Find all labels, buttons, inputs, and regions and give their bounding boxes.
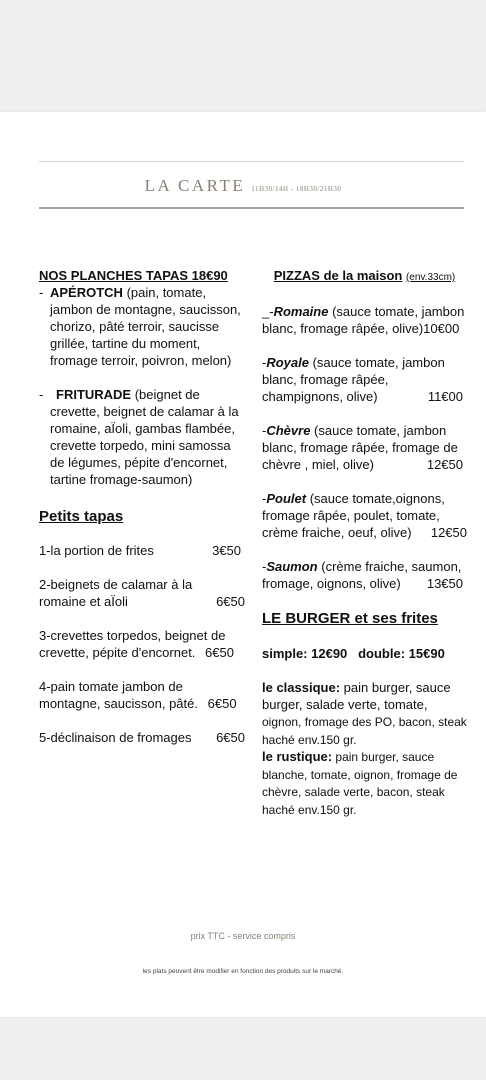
market-note: les plats peuvent être modifier en fonction des produits sur le marché. xyxy=(142,968,344,975)
burger-item: le classique: pain burger, sauce burger, salade verte, tomate, oignon, fromage des PO, bacon, steak haché env.150 gr. xyxy=(262,680,467,747)
petit-tapa-item: 5-déclinaison de fromages 6€50 xyxy=(39,730,245,745)
burger-name: le classique: xyxy=(262,680,341,695)
planche-desc: (beignet de crevette, beignet de calamar à la romaine, aÏoli, gambas flambée, crevette torpedo, mini samossa de légumes, pépite d'encornet, tartine fromage-saumon) xyxy=(50,387,239,487)
petit-tapa-item: 3-crevettes torpedos, beignet de crevette, pépite d'encornet. 6€50 xyxy=(39,628,234,660)
item-price: 12€50 xyxy=(430,525,467,540)
item-price: 3€50 xyxy=(212,543,241,558)
petit-tapa-item: 1-la portion de frites 3€50 xyxy=(39,543,241,558)
petit-tapa-item: 4-pain tomate jambon de montagne, saucisson, pâté. 6€50 xyxy=(39,679,237,711)
price-note: prix TTC - service compris xyxy=(190,931,296,941)
item-price: 13€50 xyxy=(426,576,463,591)
item-price: 6€50 xyxy=(216,594,245,609)
right-column xyxy=(262,267,467,818)
item-price: 6€50 xyxy=(207,696,237,711)
pizza-item: -Saumon (crème fraiche, saumon, fromage, oignons, olive) 13€50 xyxy=(262,559,463,591)
pizza-item: -Poulet (sauce tomate,oignons, fromage râpée, poulet, tomate, crème fraiche, oeuf, olive) 12€50 xyxy=(262,491,467,540)
burger-title: LE BURGER et ses frites xyxy=(262,610,438,627)
opening-hours: 11H30/14H - 18H30/21H30 xyxy=(251,185,342,193)
pizza-name: Royale xyxy=(266,355,309,370)
pizzas-title: PIZZAS de la maison xyxy=(273,268,403,283)
burger-item: le rustique: pain burger, sauce blanche, tomate, oignon, fromage de chèvre, salade verte, bacon, steak haché env.150 gr. xyxy=(262,749,458,817)
burger-prices: simple: 12€90 double: 15€90 xyxy=(262,646,445,661)
pizza-item: -Royale (sauce tomate, jambon blanc, fromage râpée, champignons, olive) 11€00 xyxy=(262,355,463,404)
petit-tapa-item: 2-beignets de calamar à la romaine et aÏoli 6€50 xyxy=(39,577,245,609)
pizza-name: Romaine xyxy=(273,304,329,319)
burger-name: le rustique: xyxy=(262,749,333,764)
header-divider-top xyxy=(39,161,464,162)
pizza-name: Chèvre xyxy=(266,423,311,438)
left-column xyxy=(39,267,245,746)
item-price: 12€50 xyxy=(426,457,463,472)
item-price: 10€00 xyxy=(423,321,460,336)
planche-desc: (pain, tomate, jambon de montagne, saucisson, chorizo, pâté terroir, saucisse grillée, tartine du moment, fromage terroir, poivron, melon) xyxy=(50,285,241,368)
petits-tapas-title: Petits tapas xyxy=(39,508,124,525)
pizza-item: _-Romaine (sauce tomate, jambon blanc, fromage râpée, olive)10€00 xyxy=(262,304,465,336)
pizza-name: Saumon xyxy=(266,559,318,574)
item-price: 6€50 xyxy=(205,645,234,660)
item-price: 6€50 xyxy=(216,730,245,745)
planche-item: - APÉROTCH (pain, tomate, jambon de montagne, saucisson, chorizo, pâté terroir, saucisse grillée, tartine du moment, fromage terroir, poivron, melon) xyxy=(39,285,241,368)
planche-name: APÉROTCH xyxy=(50,285,123,300)
menu-title: LA CARTE xyxy=(144,176,246,195)
item-price: 11€00 xyxy=(427,389,463,404)
pizza-size: (env.33cm) xyxy=(405,272,456,283)
pizza-name: Poulet xyxy=(266,491,307,506)
planche-item: - FRITURADE (beignet de crevette, beignet de calamar à la romaine, aÏoli, gambas flambée, crevette torpedo, mini samossa de légumes, pépite d'encornet, tartine fromage-saumon) xyxy=(39,387,239,487)
header-divider-bottom xyxy=(39,207,464,209)
menu-header xyxy=(0,176,486,196)
pizza-item: -Chèvre (sauce tomate, jambon blanc, fromage râpée, fromage de chèvre , miel, olive) 12€50 xyxy=(262,423,463,472)
planches-title: NOS PLANCHES TAPAS 18€90 xyxy=(39,268,228,283)
planche-name: FRITURADE xyxy=(56,387,132,402)
